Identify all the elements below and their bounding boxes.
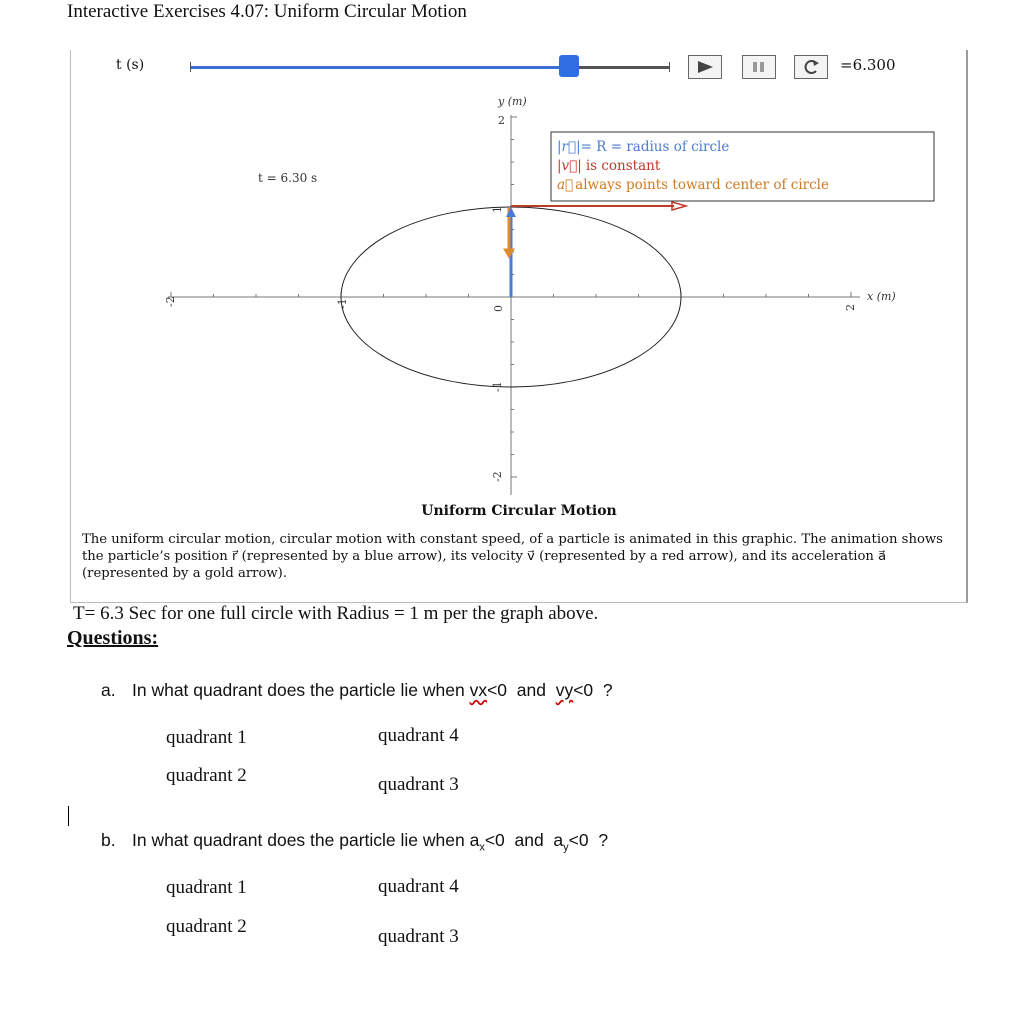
question-text: In what quadrant does the particle lie when a bbox=[132, 830, 480, 850]
question-text-end: <0 ? bbox=[568, 830, 609, 850]
question-text-mid: <0 and a bbox=[484, 830, 564, 850]
velocity-arrowhead bbox=[672, 202, 686, 210]
question-text: In what quadrant does the particle lie when bbox=[132, 680, 470, 700]
y-axis-label: y (m) bbox=[498, 95, 527, 108]
y-tick-label: -2 bbox=[491, 471, 504, 482]
ay-subscript: y bbox=[563, 841, 569, 854]
x-tick-label: 2 bbox=[844, 304, 857, 311]
legend-a-line: a⃗ always points toward center of circle bbox=[557, 177, 829, 193]
option-b-quadrant-4[interactable]: quadrant 4 bbox=[378, 876, 459, 897]
caption-title: Uniform Circular Motion bbox=[421, 503, 617, 519]
question-b bbox=[101, 830, 608, 854]
question-a bbox=[101, 680, 613, 701]
questions-heading: Questions: bbox=[67, 627, 159, 649]
time-value-readout: =6.300 bbox=[840, 56, 896, 74]
question-number: b. bbox=[101, 830, 116, 850]
x-tick-label: -1 bbox=[336, 298, 349, 309]
pause-button[interactable] bbox=[742, 55, 776, 79]
x-tick-label: 0 bbox=[492, 305, 505, 312]
option-a-quadrant-4[interactable]: quadrant 4 bbox=[378, 725, 459, 746]
y-tick-label: 2 bbox=[498, 114, 505, 127]
text-cursor bbox=[68, 806, 69, 826]
legend-box bbox=[551, 132, 934, 201]
question-text-mid: <0 and bbox=[487, 680, 556, 700]
time-annotation: t = 6.30 s bbox=[258, 171, 318, 185]
reset-icon bbox=[800, 59, 822, 75]
pause-icon bbox=[749, 60, 769, 74]
time-slider-fill bbox=[190, 66, 569, 69]
option-a-quadrant-3[interactable]: quadrant 3 bbox=[378, 774, 459, 795]
vy-term: vy bbox=[555, 680, 574, 700]
motion-graph bbox=[70, 85, 968, 505]
option-b-quadrant-2[interactable]: quadrant 2 bbox=[166, 916, 247, 937]
ax-subscript: x bbox=[479, 841, 485, 854]
slider-label: t (s) bbox=[116, 57, 145, 73]
time-slider-thumb[interactable] bbox=[559, 55, 579, 77]
legend-v-line: |v⃗| is constant bbox=[557, 158, 661, 174]
x-axis-label: x (m) bbox=[867, 290, 896, 303]
acceleration-arrowhead bbox=[503, 249, 515, 259]
play-icon bbox=[695, 60, 715, 74]
x-tick-label: -2 bbox=[164, 296, 177, 307]
y-tick-label: 1 bbox=[491, 206, 504, 213]
play-button[interactable] bbox=[688, 55, 722, 79]
question-number: a. bbox=[101, 680, 116, 700]
option-a-quadrant-2[interactable]: quadrant 2 bbox=[166, 765, 247, 786]
question-text-end: <0 ? bbox=[573, 680, 613, 700]
vx-term: vx bbox=[469, 680, 488, 700]
option-a-quadrant-1[interactable]: quadrant 1 bbox=[166, 727, 247, 748]
legend-r-line: |r⃗|= R = radius of circle bbox=[557, 139, 730, 155]
slider-end-tick bbox=[669, 62, 670, 72]
option-b-quadrant-3[interactable]: quadrant 3 bbox=[378, 926, 459, 947]
caption-body: The uniform circular motion, circular motion with constant speed, of a particle is animated in this graphic. The animation shows the particle’s position r⃗ (represented by a blue arrow), its velocity v⃗ (represented by a red arrow), and its acceleration a⃗ (represented by a gold arrow). bbox=[82, 532, 943, 581]
reset-button[interactable] bbox=[794, 55, 828, 79]
slider-start-tick bbox=[190, 62, 191, 72]
page-title: Interactive Exercises 4.07: Uniform Circular Motion bbox=[67, 1, 467, 22]
period-statement: T= 6.3 Sec for one full circle with Radius = 1 m per the graph above. bbox=[73, 603, 599, 624]
option-b-quadrant-1[interactable]: quadrant 1 bbox=[166, 877, 247, 898]
y-tick-label: -1 bbox=[491, 381, 504, 392]
